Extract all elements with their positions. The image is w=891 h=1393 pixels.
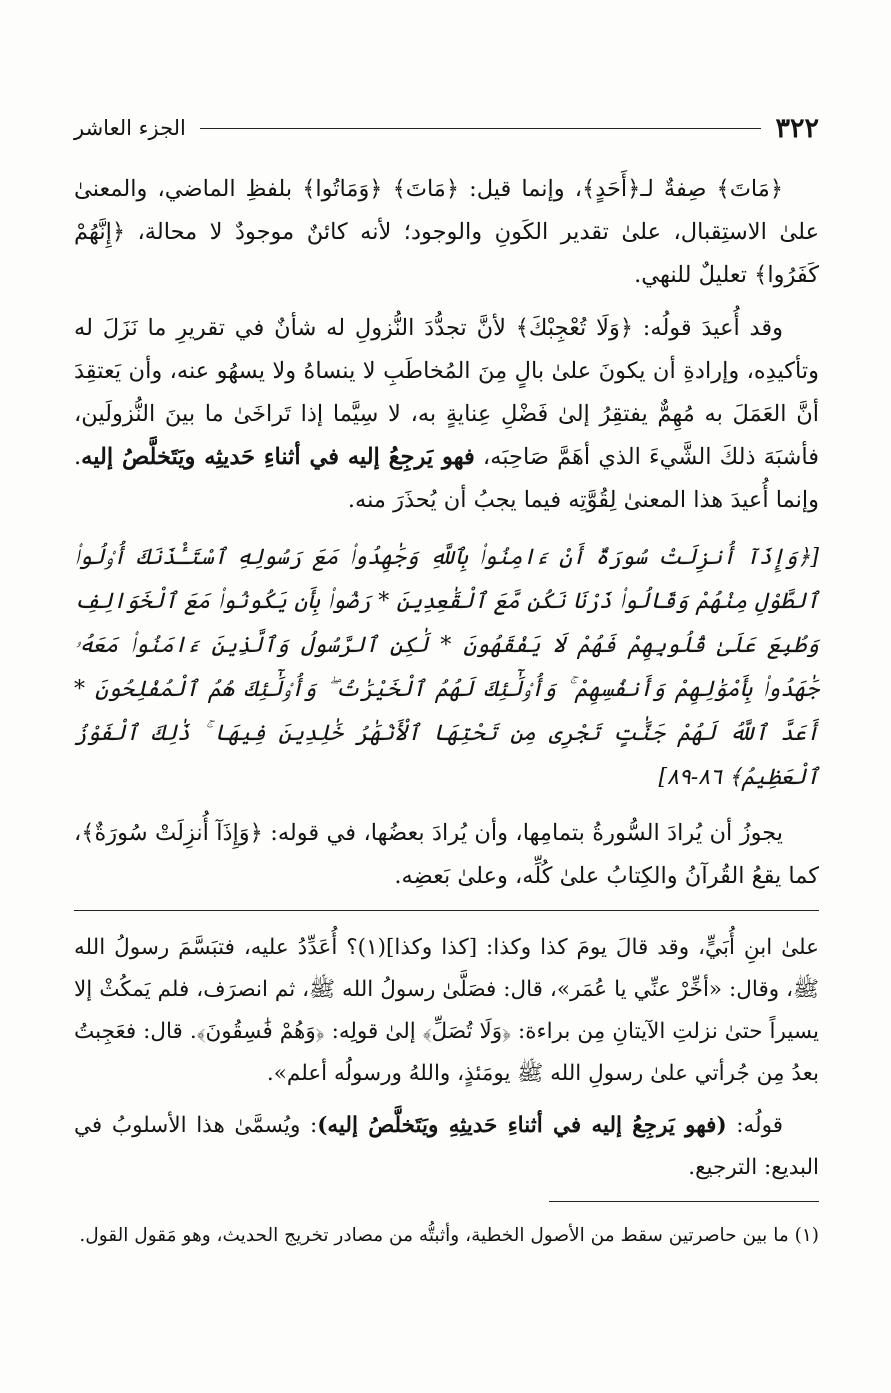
gloss-paragraph-2-end: : ويُسمَّىٰ هذا الأسلوبُ في البديع: الترجيع. <box>74 1113 819 1180</box>
commentary-paragraph-2 <box>74 307 819 522</box>
running-title: الجزء العاشر <box>74 116 186 140</box>
paragraph-2-bold-phrase: فهو يَرجِعُ إليه في أثناءِ حَديثِه ويَتَخلَّصُ إليه <box>81 444 475 470</box>
page-header <box>74 108 819 148</box>
commentary-paragraph-1: ﴿مَاتَ﴾ صِفةٌ لـ﴿أَحَدٍ﴾، وإنما قيل: ﴿مَاتَ﴾ ﴿وَمَاتُوا﴾ بلفظِ الماضي، والمعنىٰ علىٰ الاستِقبال، علىٰ تقدير الكَونِ والوجود؛ لأنه كائنٌ موجودٌ لا محالة، ﴿إِنَّهُمْ كَفَرُوا﴾ تعليلٌ للنهي. <box>74 176 819 288</box>
footnote-1: (١) ما بين حاصرتين سقط من الأصول الخطية، وأثبتُّه من مصادر تخريج الحديث، وهو مَقول القول. <box>79 1224 819 1246</box>
gloss-paragraph-2-bold: (فهو يَرجِعُ إليه في أثناءِ حَديثِهِ ويَتَخلَّصُ إليه) <box>317 1113 727 1138</box>
paragraph-2-text-start: وقد أُعيدَ قولُه: ﴿وَلَا تُعْجِبْكَ﴾ لأنَّ تجدُّدَ النُّزولِ له شأنٌ في تقريرِ ما نَزَلَ له وتأكيدِه، وإرادةِ أن يكونَ علىٰ بالٍ مِنَ المُخاطَبِ لا ينساهُ ولا يسهُو عنه، وأن يَعتقِدَ أنَّ العَمَلَ به مُهِمٌّ يفتقِرُ إلىٰ فَضْلِ عِنايةٍ به، لا سِيَّما إذا تَراخَىٰ ما بينَ النُّزولَين، فأشبَهَ ذلكَ الشَّيءَ الذي أهَمَّ صَاحِبَه، <box>74 315 819 470</box>
commentary-paragraph-3: يجوزُ أن يُرادَ السُّورةُ بتمامِها، وأن يُرادَ بعضُها، في قوله: ﴿وَإِذَآ أُنزِلَتْ سُورَةٌ﴾، كما يقعُ القُرآنُ والكِتابُ علىٰ كُلِّه، وعلىٰ بَعضِه. <box>74 820 819 889</box>
page-number: ٣٢٢ <box>775 112 819 144</box>
footnote-rule <box>549 1201 819 1202</box>
paragraph-2-text-end: . وإنما أُعيدَ هذا المعنىٰ لِقُوَّتِه فيما يجبُ أن يُحذَرَ منه. <box>74 444 819 513</box>
gloss-paragraph-1: علىٰ ابنِ أُبَيٍّ، وقد قالَ يومَ كذا وكذا: [كذا وكذا](١)؟ أُعَدِّدُ عليه، فتبَسَّمَ رسولُ الله ﷺ، وقال: «أخِّرْ عنِّي يا عُمَر»، قال: فصَلَّىٰ رسولُ الله ﷺ، ثم انصرَف، فلم يَمكُثْ إلا يسيراً حتىٰ نزلتِ الآيتانِ مِن براءة: ﴿وَلَا تُصَلِّ﴾ إلىٰ قولِه: ﴿وَهُمْ فَٰسِقُونَ﴾. قال: فعَجِبتُ بعدُ مِن جُرأتي علىٰ رسولِ الله ﷺ يومَئذٍ، واللهُ ورسولُه أعلم». <box>74 935 819 1086</box>
quran-verse-block: [﴿وَإِذَآ أُنزِلَتْ سُورَةٌ أَنْ ءَامِنُوا۟ بِٱللَّهِ وَجَٰهِدُوا۟ مَعَ رَسُولِهِ ٱسْتَـْٔذَنَكَ أُو۟لُوا۟ ٱلطَّوْلِ مِنْهُمْ وَقَالُوا۟ ذَرْنَا نَكُن مَّعَ ٱلْقَٰعِدِينَ * رَضُوا۟ بِأَن يَكُونُوا۟ مَعَ ٱلْخَوَالِفِ وَطُبِعَ عَلَىٰ قُلُوبِهِمْ فَهُمْ لَا يَفْقَهُونَ * لَٰكِنِ ٱلرَّسُولُ وَٱلَّذِينَ ءَامَنُوا۟ مَعَهُۥ جَٰهَدُوا۟ بِأَمْوَٰلِهِمْ وَأَنفُسِهِمْ ۚ وَأُو۟لَٰٓئِكَ لَهُمُ ٱلْخَيْرَٰتُ ۖ وَأُو۟لَٰٓئِكَ هُمُ ٱلْمُفْلِحُونَ * أَعَدَّ ٱللَّهُ لَهُمْ جَنَّٰتٍ تَجْرِى مِن تَحْتِهَا ٱلْأَنْهَٰرُ خَٰلِدِينَ فِيهَا ۚ ذَٰلِكَ ٱلْفَوْزُ ٱلْعَظِيمُ﴾ ٨٦-٨٩] <box>74 545 819 790</box>
gloss-section <box>74 927 819 1189</box>
page-body <box>74 168 819 1269</box>
gloss-paragraph-2 <box>74 1105 819 1189</box>
section-divider <box>74 910 819 911</box>
gloss-paragraph-2-lead: قولُه: <box>726 1113 783 1138</box>
header-rule <box>200 128 762 129</box>
